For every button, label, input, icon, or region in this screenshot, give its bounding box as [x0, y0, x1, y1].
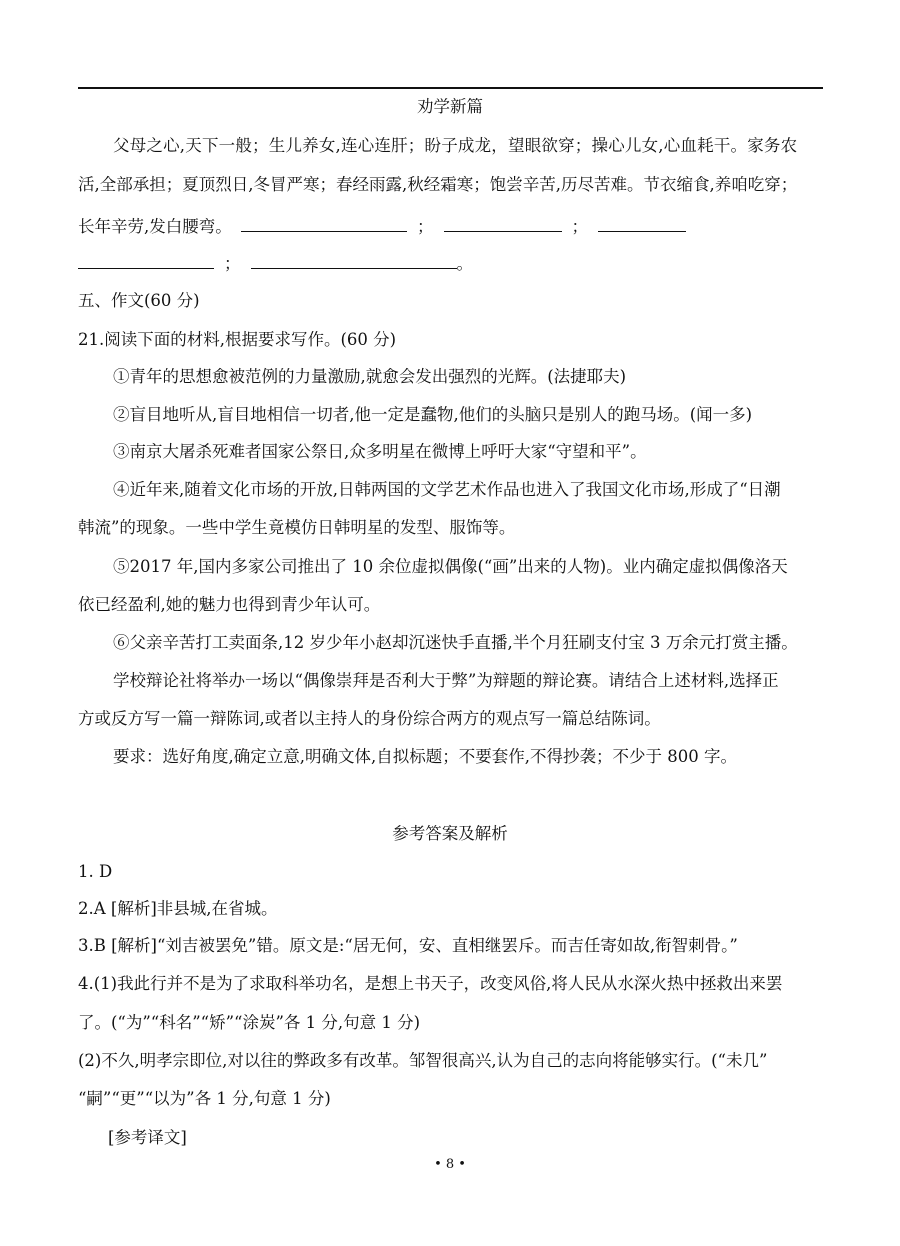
semicolon: ；: [224, 254, 241, 273]
material-6: ⑥父亲辛苦打工卖面条,12 岁少年小赵却沉迷快手直播,半个月狂刷支付宝 3 万余元打赏主播。: [113, 633, 798, 652]
answer-4-2-line-1: (2)不久,明孝宗即位,对以往的弊政多有改革。邹智很高兴,认为自己的志向将能够实行。(“未几”: [78, 1051, 768, 1070]
semicolon: ；: [417, 217, 434, 236]
material-4-line-1: ④近年来,随着文化市场的开放,日韩两国的文学艺术作品也进入了我国文化市场,形成了“日潮: [113, 480, 781, 499]
answer-3: 3.B [解析]“刘吉被罢免”错。原文是:“居无何，安、直相继罢斥。而吉任寄如故,衔智刺骨。”: [78, 936, 738, 955]
poem-line-3: [78, 213, 686, 238]
poem-line-3-text: 长年辛劳,发白腰弯。: [78, 217, 232, 236]
poem-title: 劝学新篇: [417, 97, 483, 116]
answer-1: 1. D: [78, 862, 113, 881]
translation-label: [参考译文]: [108, 1128, 187, 1147]
answer-2: 2.A [解析]非县城,在省城。: [78, 899, 278, 918]
question-21: 21.阅读下面的材料,根据要求写作。(60 分): [78, 330, 397, 349]
composition-heading: 五、作文(60 分): [78, 291, 200, 310]
top-rule: [78, 87, 823, 89]
material-5-line-1: ⑤2017 年,国内多家公司推出了 10 余位虚拟偶像(“画”出来的人物)。业内确定虚拟偶像洛天: [113, 557, 788, 576]
fill-blank-5[interactable]: [251, 250, 457, 269]
material-3: ③南京大屠杀死难者国家公祭日,众多明星在微博上呼吁大家“守望和平”。: [113, 442, 647, 461]
fill-blank-3[interactable]: [598, 213, 686, 232]
material-1: ①青年的思想愈被范例的力量激励,就愈会发出强烈的光辉。(法捷耶夫): [113, 367, 627, 386]
requirement: 要求：选好角度,确定立意,明确文体,自拟标题；不要套作,不得抄袭；不少于 800 字。: [113, 747, 737, 766]
poem-line-4: [78, 250, 473, 275]
fill-blank-2[interactable]: [444, 213, 562, 232]
page-number: • 8 •: [434, 1157, 466, 1172]
poem-line-1: 父母之心,天下一般；生儿养女,连心连肝；盼子成龙，望眼欲穿；操心儿女,心血耗干。家务农: [113, 136, 798, 155]
material-5-line-2: 依已经盈利,她的魅力也得到青少年认可。: [78, 595, 381, 614]
material-4-line-2: 韩流”的现象。一些中学生竟模仿日韩明星的发型、服饰等。: [78, 518, 516, 537]
semicolon: ；: [571, 217, 588, 236]
answer-4-1-line-2: 了。(“为”“科名”“矫”“涂炭”各 1 分,句意 1 分): [78, 1013, 421, 1032]
period: 。: [456, 254, 473, 273]
material-2: ②盲目地听从,盲目地相信一切者,他一定是蠢物,他们的头脑只是别人的跑马场。(闻一多): [113, 405, 753, 424]
poem-line-2: 活,全部承担；夏顶烈日,冬冒严寒；春经雨露,秋经霜寒；饱尝辛苦,历尽苦难。节衣缩食,养咱吃穿；: [78, 175, 798, 194]
task-line-1: 学校辩论社将举办一场以“偶像崇拜是否利大于弊”为辩题的辩论赛。请结合上述材料,选择正: [113, 671, 779, 690]
task-line-2: 方或反方写一篇一辩陈词,或者以主持人的身份综合两方的观点写一篇总结陈词。: [78, 709, 661, 728]
answer-4-2-line-2: “嗣”“更”“以为”各 1 分,句意 1 分): [78, 1089, 331, 1108]
fill-blank-4[interactable]: [78, 250, 214, 269]
answers-title: 参考答案及解析: [392, 824, 508, 843]
answer-4-1-line-1: 4.(1)我此行并不是为了求取科举功名，是想上书天子，改变风俗,将人民从水深火热中拯救出来罢: [78, 974, 783, 993]
fill-blank-1[interactable]: [241, 213, 407, 232]
